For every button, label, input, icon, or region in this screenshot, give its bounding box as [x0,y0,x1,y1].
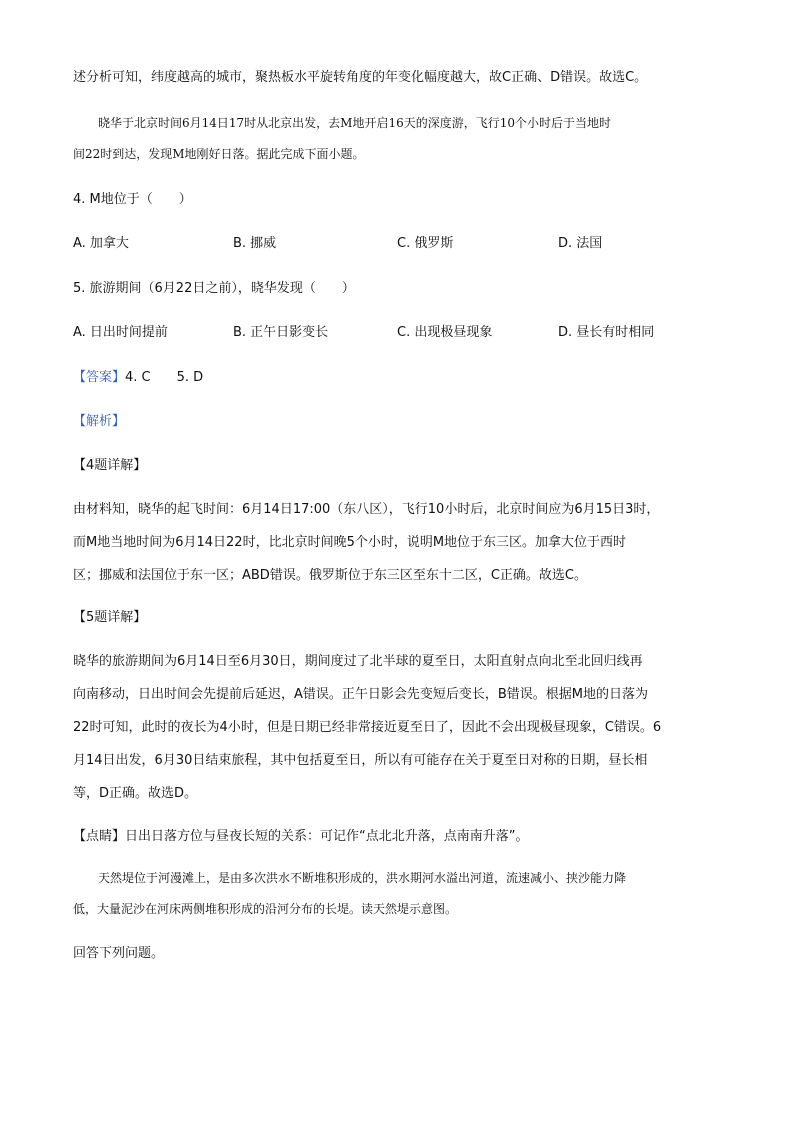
question-5-stem: 5. 旅游期间（6月22日之前），晓华发现（ ） [73,281,355,296]
material-2-line-2: 低，大量泥沙在河床两侧堆积形成的沿河分布的长堤。读天然堤示意图。 [73,902,458,916]
question-5-option-b: B. 正午日影变长 [233,325,329,340]
intro-line: 述分析可知，纬度越高的城市，聚热板水平旋转角度的年变化幅度越大，故C正确、D错误。故选C。 [73,70,648,85]
detail-5-line-3: 22时可知，此时的夜长为4小时，但是日期已经非常接近夏至日了，因此不会出现极昼现象，C错误。6 [73,720,662,735]
question-4-option-b: B. 挪威 [233,236,277,251]
material-1-line-1: 晓华于北京时间6月14日17时从北京出发，去M地开启16天的深度游，飞行10个小时后于当地时 [98,116,612,130]
detail-5-heading: 【5题详解】 [73,610,147,625]
detail-5-line-2: 向南移动，日出时间会先提前后延迟，A错误。正午日影会先变短后变长，B错误。根据M地的日落为 [73,687,649,702]
detail-4-line-3: 区；挪威和法国位于东一区；ABD错误。俄罗斯位于东三区至东十二区，C正确。故选C。 [73,568,587,583]
answer-line [73,366,203,385]
detail-5-line-5: 等，D正确。故选D。 [73,786,198,801]
tip-line [73,825,529,844]
question-4-stem: 4. M地位于（ ） [73,192,192,207]
question-5-option-c: C. 出现极昼现象 [397,325,493,340]
answer-text: 4. C 5. D [125,370,204,385]
tip-text: 日出日落方位与昼夜长短的关系：可记作“点北北升落，点南南升落”。 [125,829,529,844]
detail-5-line-1: 晓华的旅游期间为6月14日至6月30日，期间度过了北半球的夏至日，太阳直射点向北至北回归线再 [73,654,643,669]
detail-5-line-4: 月14日出发，6月30日结束旅程，其中包括夏至日，所以有可能存在关于夏至日对称的日期，昼长相 [73,753,648,768]
question-4-option-a: A. 加拿大 [73,236,129,251]
question-5-option-a: A. 日出时间提前 [73,325,168,340]
question-5-option-d: D. 昼长有时相同 [558,325,655,340]
closing-line: 回答下列问题。 [73,946,165,961]
analysis-label: 【解析】 [73,414,126,429]
question-4-option-d: D. 法国 [558,236,603,251]
tip-label: 【点睛】 [73,829,126,844]
detail-4-line-2: 而M地当地时间为6月14日22时，比北京时间晚5个小时，说明M地位于东三区。加拿大位于西时 [73,535,627,550]
material-1-line-2: 间22时到达，发现M地刚好日落。据此完成下面小题。 [73,147,365,161]
detail-4-line-1: 由材料知，晓华的起飞时间：6月14日17:00（东八区），飞行10小时后，北京时间应为6月15日3时， [73,502,660,517]
detail-4-heading: 【4题详解】 [73,458,147,473]
material-2-line-1: 天然堤位于河漫滩上，是由多次洪水不断堆积形成的，洪水期河水溢出河道，流速减小、挟沙能力降 [98,871,627,885]
question-4-option-c: C. 俄罗斯 [397,236,454,251]
answer-label: 【答案】 [73,370,126,385]
